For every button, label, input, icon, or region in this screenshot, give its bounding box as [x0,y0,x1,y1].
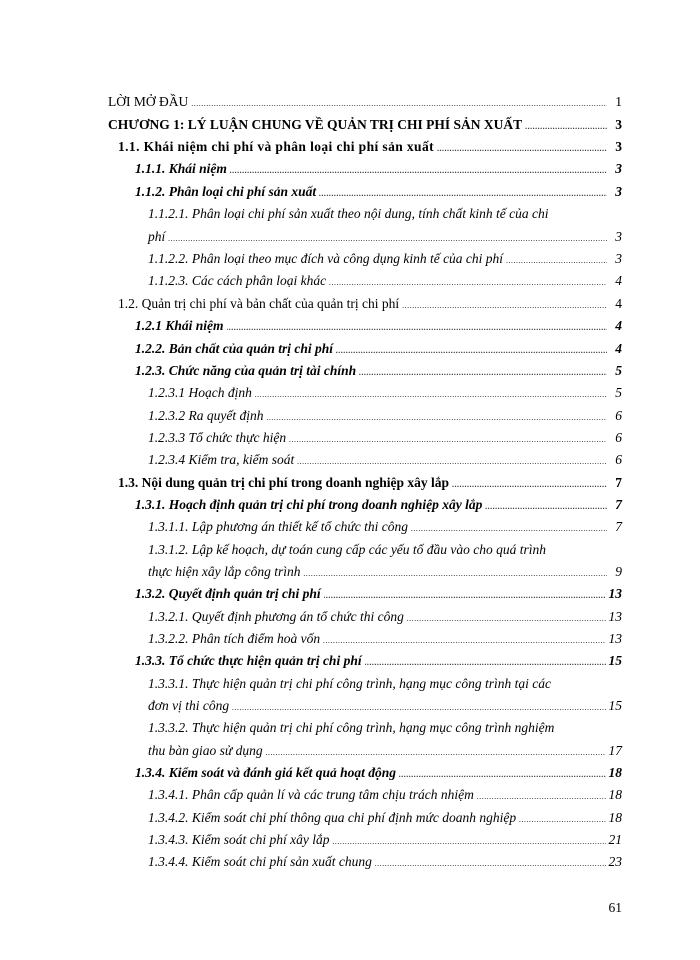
dot-leader [519,810,605,830]
dot-leader [329,273,607,293]
toc-entry-1-2-3-1 [148,383,622,405]
toc-page-number: 18 [608,787,622,802]
toc-entry-title: 1.3.4.4. Kiểm soát chi phí sản xuất chung [148,854,372,869]
page-number: 61 [608,900,622,915]
dot-leader [365,653,606,673]
toc-entry-1-3-3 [135,651,622,673]
toc-entry-1-1 [118,137,622,159]
toc-entry-1-2-3 [135,361,622,383]
toc-entry-1-3-3-2 [148,741,622,763]
toc-entry-1-2-3-2 [148,406,622,428]
toc-entry-1-3-3-1-title: 1.3.3.1. Thực hiện quản trị chi phí công trình, hạng mục công trình tại các [148,676,551,691]
toc-entry-1-3-4-3 [148,830,622,852]
toc-page-number: 6 [615,452,622,467]
dot-leader [525,117,607,137]
toc-entry-title: 1.2. Quản trị chi phí và bản chất của quản trị chi phí [118,296,400,311]
toc-entry-title: 1.1. Khái niệm chi phí và phân loại chi phí sản xuất [118,139,435,154]
toc-page-number: 23 [608,854,622,869]
toc-entry-continuation: đơn vị thi công [148,698,230,713]
toc-entry-continuation: thu bàn giao sử dụng [148,743,263,758]
toc-entry-1-3-3-1 [148,696,622,718]
dot-leader [266,743,606,763]
toc-page-number: 5 [615,363,622,378]
toc-page-number: 4 [615,273,622,288]
toc-entry-1-3-1-1 [148,517,622,539]
toc-entry-1-2-1 [135,316,622,338]
toc-entry-chuong-1 [108,115,622,137]
toc-entry-1-1-2 [135,182,622,204]
toc-page-number: 4 [615,341,622,356]
toc-entry-1-3-1-2 [148,562,622,584]
toc-entry-title: 1.3.4. Kiểm soát và đánh giá kết quả hoạt động [135,765,397,780]
toc-entry-1-3-2-1 [148,607,622,629]
toc-entry-1-1-2-1-title: 1.1.2.1. Phân loại chi phí sản xuất theo nội dung, tính chất kinh tế của chi [148,206,549,221]
toc-entry-1-3-4-1 [148,785,622,807]
toc-entry-loi-mo-dau [108,92,622,114]
toc-entry-1-3-2 [135,584,622,606]
dot-leader [402,296,607,316]
toc-page-number: 15 [608,653,622,668]
toc-entry-title: 1.1.2. Phân loại chi phí sản xuất [135,184,317,199]
toc-entry-title: 1.3.3. Tổ chức thực hiện quản trị chi phí [135,653,362,668]
toc-entry-title: 1.1.2.3. Các cách phân loại khác [148,273,327,288]
toc-page-number: 15 [608,698,622,713]
toc-page-number: 9 [615,564,622,579]
toc-entry-title: 1.3.4.1. Phân cấp quản lí và các trung tâm chịu trách nhiệm [148,787,474,802]
toc-entry-title: 1.2.3.3 Tổ chức thực hiện [148,430,287,445]
toc-entry-1-2 [118,294,622,316]
dot-leader [407,609,606,629]
dot-leader [359,363,607,383]
toc-page-number: 3 [615,139,622,154]
dot-leader [332,832,605,852]
dot-leader [303,564,607,584]
toc-page-number: 3 [615,251,622,266]
dot-leader [232,698,605,718]
toc-entry-title: 1.2.3.4 Kiểm tra, kiểm soát [148,452,295,467]
dot-leader [227,318,607,338]
toc-entry-1-3-4-2 [148,808,622,830]
dot-leader [191,94,607,114]
toc-entry-title: 1.2.3. Chức năng của quản trị tài chính [135,363,357,378]
dot-leader [168,229,607,249]
dot-leader [323,631,605,651]
toc-entry-title: LỜI MỞ ĐẦU [108,94,189,109]
toc-entry-continuation: thực hiện xây lắp công trình [148,564,301,579]
toc-entry-1-2-3-4 [148,450,622,472]
toc-entry-1-3-2-2 [148,629,622,651]
dot-leader [319,184,607,204]
toc-entry-1-2-2 [135,339,622,361]
dot-leader [506,251,607,271]
dot-leader [452,475,607,495]
dot-leader [297,452,607,472]
toc-page-number: 4 [615,318,622,333]
toc-entry-title: 1.1.2.2. Phân loại theo mục đích và công dụng kinh tế của chi phí [148,251,504,266]
toc-entry-title: 1.1.1. Khái niệm [135,161,227,176]
toc-entry-1-3-3-2-title: 1.3.3.2. Thực hiện quản trị chi phí công trình, hạng mục công trình nghiệm [148,720,555,735]
dot-leader [324,586,606,606]
toc-page-number: 7 [615,475,622,490]
dot-leader [411,519,607,539]
toc-entry-title: 1.2.3.1 Hoạch định [148,385,252,400]
toc-entry-title: 1.3.1. Hoạch định quản trị chi phí trong doanh nghiệp xây lắp [135,497,483,512]
dot-leader [255,385,607,405]
toc-entry-title: 1.2.2. Bản chất của quản trị chi phí [135,341,334,356]
toc-entry-title: 1.3.2.2. Phân tích điểm hoà vốn [148,631,321,646]
toc-entry-title: 1.3.4.3. Kiểm soát chi phí xây lắp [148,832,330,847]
toc-entry-title: 1.3.1.1. Lập phương án thiết kế tổ chức thi công [148,519,409,534]
toc-page-number: 18 [608,810,622,825]
dot-leader [437,139,607,159]
dot-leader [477,787,606,807]
toc-entry-1-2-3-3 [148,428,622,450]
toc-entry-1-1-2-1 [148,227,622,249]
dot-leader [289,430,607,450]
toc-entry-1-1-2-2 [148,249,622,271]
toc-entry-title: 1.3.4.2. Kiểm soát chi phí thông qua chi phí định mức doanh nghiệp [148,810,517,825]
toc-page-number: 13 [608,631,622,646]
toc-entry-1-1-2-3 [148,271,622,293]
dot-leader [399,765,605,785]
toc-page-number: 5 [615,385,622,400]
dot-leader [485,497,607,517]
toc-page-number: 3 [615,184,622,199]
toc-entry-1-3-1-2-title: 1.3.1.2. Lập kế hoạch, dự toán cung cấp các yếu tố đầu vào cho quá trình [148,542,547,557]
toc-entry-title: 1.2.3.2 Ra quyết định [148,408,264,423]
toc-entry-1-3-4 [135,763,622,785]
toc-page-number: 7 [615,497,622,512]
toc-entry-title: CHƯƠNG 1: LÝ LUẬN CHUNG VỀ QUẢN TRỊ CHI PHÍ SẢN XUẤT [108,117,523,132]
toc-page-number: 7 [615,519,622,534]
toc-page-number: 6 [615,430,622,445]
dot-leader [266,408,607,428]
dot-leader [336,341,607,361]
toc-entry-title: 1.2.1 Khái niệm [135,318,224,333]
toc-entry-1-3 [118,473,622,495]
toc-page-number: 13 [608,609,622,624]
toc-entry-title: 1.3.2. Quyết định quản trị chi phí [135,586,321,601]
toc-page-number: 18 [608,765,622,780]
toc-entry-1-3-1 [135,495,622,517]
toc-page-number: 13 [608,586,622,601]
toc-page-number: 1 [615,94,622,109]
toc-page-number: 3 [615,161,622,176]
toc-entry-title: 1.3.2.1. Quyết định phương án tổ chức thi công [148,609,404,624]
toc-entry-1-3-4-4 [148,852,622,874]
dot-leader [230,161,607,181]
toc-entry-1-1-1 [135,159,622,181]
toc-entry-continuation: phí [148,229,166,244]
toc-entry-title: 1.3. Nội dung quản trị chi phí trong doanh nghiệp xây lắp [118,475,449,490]
toc-page-number: 17 [608,743,622,758]
toc-page-number: 3 [615,117,622,132]
toc-page-number: 3 [615,229,622,244]
toc-page-number: 4 [615,296,622,311]
toc-page-number: 21 [608,832,622,847]
toc-page-number: 6 [615,408,622,423]
dot-leader [375,854,606,874]
